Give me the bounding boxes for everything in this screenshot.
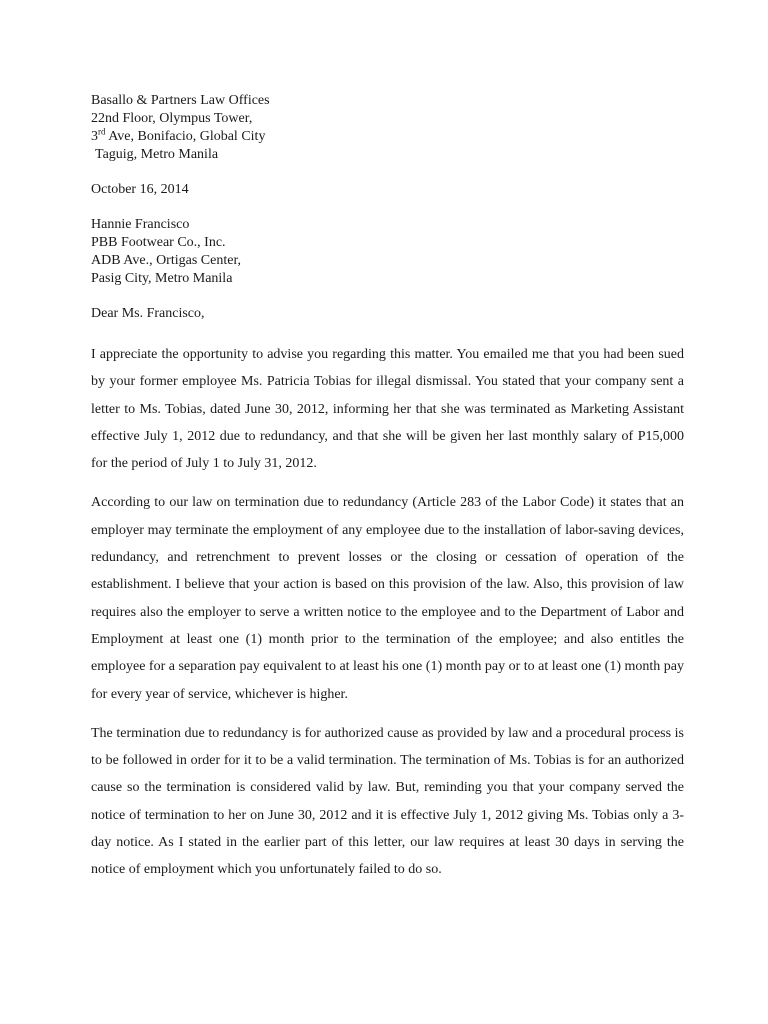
recipient-address (91, 216, 684, 288)
sender-street (91, 128, 684, 146)
recipient-name: Hannie Francisco (91, 217, 190, 232)
body-paragraph-3: The termination due to redundancy is for authorized cause as provided by law and a procedural process is to be followed in order for it to be a valid termination. The termination of Ms. Tobias is for an authorized cause so the termination is considered valid by law. But, reminding you that your company served the notice of termination to her on June 30, 2012 and it is effective July 1, 2012 giving Ms. Tobias only a 3-day notice. As I stated in the earlier part of this letter, our law requires at least 30 days in serving the notice of employment which you unfortunately failed to do so. (91, 725, 684, 878)
street-ordinal-suffix: rd (98, 126, 106, 137)
street-number: 3 (91, 129, 98, 144)
recipient-company: PBB Footwear Co., Inc. (91, 235, 226, 250)
letter-page (91, 92, 684, 884)
sender-city: Taguig, Metro Manila (95, 147, 219, 162)
sender-floor: 22nd Floor, Olympus Tower, (91, 111, 253, 126)
sender-address (91, 92, 684, 164)
salutation: Dear Ms. Francisco, (91, 306, 205, 321)
body-paragraph-1: I appreciate the opportunity to advise you regarding this matter. You emailed me that you had been sued by your former employee Ms. Patricia Tobias for illegal dismissal. You stated that your company sent a letter to Ms. Tobias, dated June 30, 2012, informing her that she was terminated as Marketing Assistant effective July 1, 2012 due to redundancy, and that she will be given her last monthly salary of P15,000 for the period of July 1 to July 31, 2012. (91, 347, 684, 472)
letter-date: October 16, 2014 (91, 182, 189, 197)
body-paragraph-2: According to our law on termination due to redundancy (Article 283 of the Labor Code) it states that an employer may terminate the employment of any employee due to the installation of labor-saving devices, redundancy, and retrenchment to prevent losses or the closing or cessation of operation of the establishment. I believe that your action is based on this provision of the law. Also, this provision of law requires also the employer to serve a written notice to the employee and to the Department of Labor and Employment at least one (1) month prior to the termination of the employee; and also entitles the employee for a separation pay equivalent to at least his one (1) month pay or to at least one (1) month pay for every year of service, whichever is higher. (91, 495, 684, 702)
recipient-street: ADB Ave., Ortigas Center, (91, 253, 242, 268)
recipient-city: Pasig City, Metro Manila (91, 271, 233, 286)
sender-name: Basallo & Partners Law Offices (91, 93, 270, 108)
street-rest: Ave, Bonifacio, Global City (105, 129, 266, 144)
